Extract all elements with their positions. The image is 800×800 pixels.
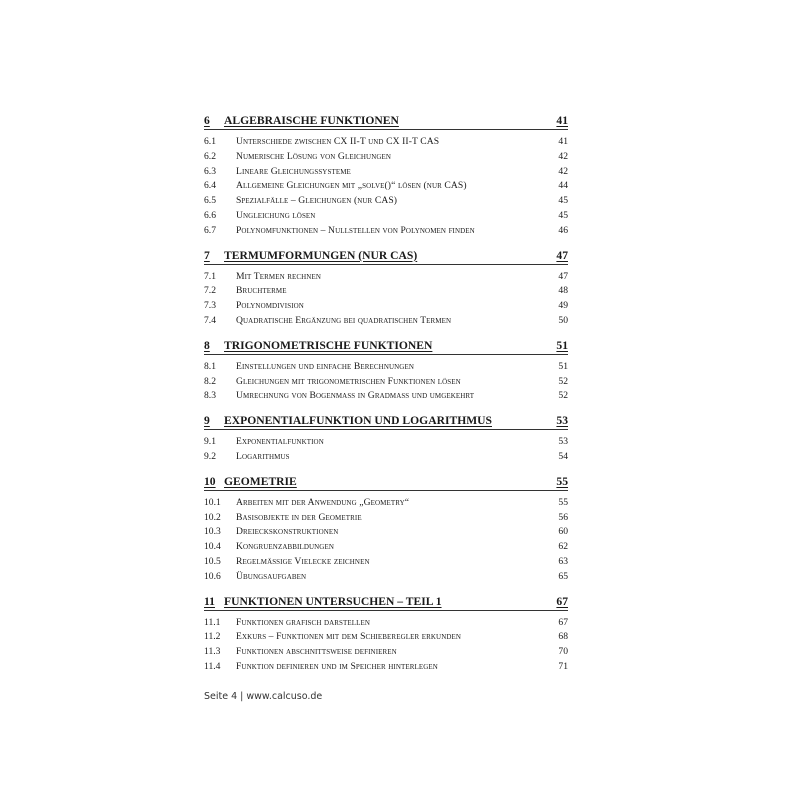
entry-page-number: 49 [558, 300, 568, 312]
toc-entry [204, 496, 568, 511]
entry-title: Unterschiede zwischen CX II-T und CX II-T CAS [236, 136, 440, 147]
entry-label-group [204, 224, 475, 239]
entry-page-number: 52 [558, 375, 568, 387]
toc-entry [204, 660, 568, 675]
toc-chapter [204, 594, 568, 675]
entry-page-number: 60 [558, 526, 568, 538]
entry-label-group [204, 511, 362, 526]
entry-title: Polynomfunktionen – Nullstellen von Polynomen finden [236, 224, 475, 236]
entry-number: 11.2 [204, 631, 221, 643]
entry-number: 7.2 [204, 285, 216, 297]
toc-entry [204, 616, 568, 631]
entry-label-group [204, 389, 474, 404]
entry-number: 7.4 [204, 314, 216, 326]
entry-page-number: 70 [558, 646, 568, 658]
chapter-title: GEOMETRIE [224, 474, 297, 488]
entry-number: 9.2 [204, 450, 216, 462]
toc-entry [204, 375, 568, 390]
entry-label-group [204, 645, 397, 660]
entry-page-number: 62 [558, 541, 568, 553]
chapter-title-group [204, 113, 399, 129]
chapter-heading [204, 413, 568, 430]
toc-entry [204, 555, 568, 570]
chapter-heading [204, 594, 568, 611]
page-footer: Seite 4 | www.calcuso.de [204, 691, 323, 702]
entry-label-group [204, 450, 290, 465]
entry-label-group [204, 209, 315, 224]
chapter-number: 8 [204, 338, 210, 352]
entry-number: 10.6 [204, 570, 221, 582]
chapter-number: 9 [204, 414, 210, 428]
entry-title: Lineare Gleichungssysteme [236, 165, 351, 177]
entry-page-number: 56 [558, 511, 568, 523]
entry-page-number: 65 [558, 570, 568, 582]
chapter-title-group [204, 594, 442, 610]
entry-number: 11.4 [204, 660, 221, 672]
entry-title: Funktion definieren und im Speicher hinterlegen [236, 660, 438, 672]
entry-page-number: 46 [558, 224, 568, 236]
toc-entry [204, 525, 568, 540]
toc-entry [204, 284, 568, 299]
entry-title: Numerische Lösung von Gleichungen [236, 150, 392, 162]
entry-title: Bruchterme [236, 285, 287, 297]
toc-entry [204, 540, 568, 555]
chapter-heading [204, 113, 568, 130]
chapter-heading [204, 248, 568, 265]
chapter-page-number: 47 [556, 248, 568, 262]
entry-title: Umrechnung von Bogenmaß in Gradmaß und umgekehrt [236, 390, 475, 402]
entry-page-number: 71 [558, 660, 568, 672]
entry-page-number: 45 [558, 209, 568, 221]
entry-number: 11.1 [204, 616, 221, 628]
entry-label-group [204, 360, 414, 375]
entry-page-number: 55 [558, 496, 568, 508]
entry-title: Funktionen abschnittsweise definieren [236, 646, 397, 658]
entry-number: 10.5 [204, 555, 221, 567]
entry-label-group [204, 299, 304, 314]
entry-number: 7.1 [204, 270, 216, 282]
entry-number: 11.3 [204, 646, 221, 658]
entry-title: Kongruenzabbildungen [236, 541, 334, 553]
entry-page-number: 41 [558, 136, 568, 147]
entry-label-group [204, 150, 391, 165]
toc-entry [204, 645, 568, 660]
entry-title: Spezialfälle – Gleichungen (nur CAS) [236, 195, 398, 207]
entry-title: Quadratische Ergänzung bei quadratischen Termen [236, 314, 452, 326]
toc-entry [204, 360, 568, 375]
table-of-contents [204, 113, 568, 684]
entry-label-group [204, 375, 461, 390]
entry-page-number: 51 [558, 360, 568, 372]
entry-number: 7.3 [204, 300, 216, 312]
toc-entry [204, 135, 568, 150]
entry-page-number: 52 [558, 390, 568, 402]
entry-label-group [204, 570, 306, 585]
chapter-title: FUNKTIONEN UNTERSUCHEN – TEIL 1 [224, 594, 442, 608]
entry-label-group [204, 284, 287, 299]
toc-entry [204, 299, 568, 314]
entry-number: 6.6 [204, 209, 216, 221]
entry-number: 10.3 [204, 526, 221, 538]
chapter-title: TRIGONOMETRISCHE FUNKTIONEN [224, 338, 433, 352]
entry-title: Regelmäßige Vielecke zeichnen [236, 555, 370, 567]
entry-number: 9.1 [204, 436, 216, 448]
entry-page-number: 42 [558, 150, 568, 162]
entry-title: Einstellungen und einfache Berechnungen [236, 360, 414, 372]
entry-page-number: 44 [558, 180, 568, 192]
chapter-number: 6 [204, 114, 210, 127]
entry-title: Funktionen grafisch darstellen [236, 616, 371, 628]
toc-entry [204, 435, 568, 450]
entry-label-group [204, 135, 439, 150]
entry-page-number: 47 [558, 270, 568, 282]
chapter-number: 11 [204, 594, 215, 608]
entry-page-number: 67 [558, 616, 568, 628]
entry-label-group [204, 435, 324, 450]
entry-number: 6.5 [204, 195, 216, 207]
entry-title: Exponentialfunktion [236, 436, 324, 448]
chapter-heading [204, 474, 568, 491]
entry-title: Arbeiten mit der Anwendung „Geometry“ [236, 496, 410, 508]
entry-label-group [204, 616, 370, 631]
entry-title: Gleichungen mit trigonometrischen Funktionen lösen [236, 375, 461, 387]
chapter-heading [204, 338, 568, 355]
chapter-title-group [204, 413, 492, 429]
entry-page-number: 42 [558, 165, 568, 177]
entry-page-number: 45 [558, 195, 568, 207]
entry-number: 6.3 [204, 165, 216, 177]
entry-label-group [204, 555, 370, 570]
entry-number: 6.4 [204, 180, 216, 192]
entry-label-group [204, 179, 467, 194]
entry-page-number: 68 [558, 631, 568, 643]
entry-number: 10.2 [204, 511, 221, 523]
chapter-number: 10 [204, 474, 216, 488]
entry-number: 10.1 [204, 496, 221, 508]
toc-entry [204, 570, 568, 585]
toc-entry [204, 630, 568, 645]
entry-title: Ungleichung lösen [236, 209, 316, 221]
toc-entry [204, 179, 568, 194]
entry-label-group [204, 660, 438, 675]
chapter-title: EXPONENTIALFUNKTION UND LOGARITHMUS [224, 414, 492, 428]
entry-number: 6.1 [204, 136, 216, 147]
entry-label-group [204, 270, 321, 285]
toc-entry [204, 165, 568, 180]
entry-title: Übungsaufgaben [236, 570, 307, 582]
chapter-title-group [204, 474, 297, 490]
entry-title: Polynomdivision [236, 300, 304, 312]
toc-chapter [204, 338, 568, 404]
chapter-page-number: 51 [556, 338, 568, 352]
toc-chapter [204, 474, 568, 585]
toc-entry [204, 270, 568, 285]
toc-entry [204, 209, 568, 224]
chapter-page-number: 67 [556, 594, 568, 608]
toc-entry [204, 194, 568, 209]
chapter-page-number: 53 [556, 414, 568, 428]
entry-label-group [204, 540, 334, 555]
entry-title: Mit Termen rechnen [236, 270, 321, 282]
entry-number: 8.2 [204, 375, 216, 387]
toc-entry [204, 450, 568, 465]
entry-title: Exkurs – Funktionen mit dem Schieberegler erkunden [236, 631, 462, 643]
entry-label-group [204, 165, 351, 180]
chapter-title: ALGEBRAISCHE FUNKTIONEN [224, 114, 399, 127]
entry-label-group [204, 630, 461, 645]
toc-chapter [204, 413, 568, 465]
entry-number: 10.4 [204, 541, 221, 553]
entry-page-number: 63 [558, 555, 568, 567]
entry-page-number: 48 [558, 285, 568, 297]
toc-entry [204, 150, 568, 165]
chapter-title-group [204, 248, 417, 264]
entry-number: 6.2 [204, 150, 216, 162]
entry-page-number: 54 [558, 450, 568, 462]
entry-label-group [204, 314, 451, 329]
chapter-title-group [204, 338, 432, 354]
entry-label-group [204, 496, 409, 511]
toc-entry [204, 224, 568, 239]
entry-label-group [204, 194, 397, 209]
chapter-number: 7 [204, 248, 210, 262]
entry-page-number: 53 [558, 436, 568, 448]
entry-number: 8.1 [204, 360, 216, 372]
entry-number: 6.7 [204, 224, 216, 236]
toc-entry [204, 314, 568, 329]
toc-chapter [204, 248, 568, 329]
entry-title: Logarithmus [236, 450, 290, 462]
chapter-title: TERMUMFORMUNGEN (NUR CAS) [224, 248, 418, 262]
chapter-page-number: 55 [556, 474, 568, 488]
toc-entry [204, 511, 568, 526]
entry-title: Dreieckskonstruktionen [236, 526, 339, 538]
chapter-page-number: 41 [556, 114, 568, 127]
entry-page-number: 50 [558, 314, 568, 326]
entry-title: Basisobjekte in der Geometrie [236, 511, 362, 523]
entry-number: 8.3 [204, 390, 216, 402]
entry-label-group [204, 525, 338, 540]
entry-title: Allgemeine Gleichungen mit „solve()“ lösen (nur CAS) [236, 180, 467, 192]
toc-chapter [204, 113, 568, 239]
toc-entry [204, 389, 568, 404]
